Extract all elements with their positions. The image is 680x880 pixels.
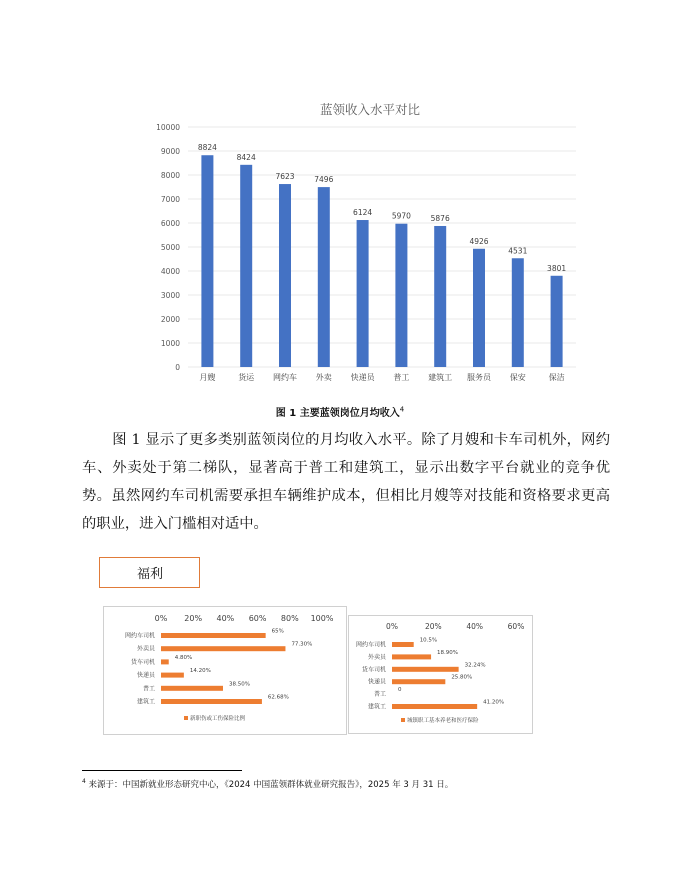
figure-caption <box>0 404 680 419</box>
data-label: 14.20% <box>189 668 211 675</box>
y-tick-label: 9000 <box>160 147 180 156</box>
x-tick-label: 普工 <box>393 373 410 382</box>
y-tick-label: 2000 <box>160 315 180 324</box>
x-tick-label: 网约车 <box>273 373 297 382</box>
bar <box>161 633 266 638</box>
data-label: 3801 <box>547 263 567 273</box>
x-tick-label: 0% <box>386 622 398 631</box>
y-tick-label: 7000 <box>160 195 180 204</box>
data-label: 32.24% <box>464 662 486 669</box>
x-tick-label: 货运 <box>238 373 255 382</box>
bar <box>240 165 252 367</box>
x-tick-label: 建筑工 <box>428 373 453 382</box>
x-tick-label: 外卖 <box>315 373 332 382</box>
x-tick-label: 20% <box>424 622 442 631</box>
data-label: 5876 <box>430 213 450 223</box>
y-tick-label: 0 <box>175 363 180 372</box>
bar <box>392 679 445 684</box>
x-tick-label: 60% <box>248 614 267 623</box>
legend-swatch <box>401 718 405 722</box>
x-tick-label: 80% <box>280 614 299 623</box>
bar <box>473 249 485 367</box>
x-tick-label: 100% <box>310 614 334 623</box>
data-label: 18.90% <box>437 649 459 656</box>
x-tick-label: 快递员 <box>350 373 375 382</box>
x-tick-label: 0% <box>154 614 168 623</box>
pension-medical-chart-panel <box>348 615 533 734</box>
y-tick-label: 5000 <box>160 243 180 252</box>
data-label: 65% <box>271 628 284 635</box>
bar <box>392 667 459 672</box>
data-label: 62.68% <box>267 694 289 701</box>
injury-insurance-chart-panel <box>103 606 347 735</box>
bar <box>551 276 563 367</box>
category-label: 快递员 <box>136 672 155 680</box>
y-tick-label: 6000 <box>160 219 180 228</box>
x-tick-label: 服务员 <box>467 373 491 382</box>
chart-title: 蓝领收入水平对比 <box>319 102 421 117</box>
category-label: 建筑工 <box>367 703 386 711</box>
category-label: 货车司机 <box>361 666 386 674</box>
y-tick-label: 1000 <box>160 339 180 348</box>
bar <box>161 646 285 651</box>
x-tick-label: 保安 <box>509 373 526 382</box>
data-label: 41.20% <box>483 699 505 706</box>
data-label: 8824 <box>197 143 217 153</box>
data-label: 38.50% <box>228 681 250 688</box>
bar <box>279 184 291 367</box>
footnote-rule <box>82 770 242 771</box>
data-label: 25.80% <box>451 674 473 681</box>
bar <box>512 258 524 367</box>
data-label: 4531 <box>508 246 528 256</box>
category-label: 建筑工 <box>136 698 155 706</box>
body-paragraph-text: 图 1 显示了更多类别蓝领岗位的月均收入水平。除了月嫂和卡车司机外，网约车、外卖处于第二梯队，显著高于普工和建筑工，显示出数字平台就业的竞争优势。虽然网约车司机需要承担车辆维护成本，但相比月嫂等对技能和资格要求更高的职业，进入门槛相对适中。 <box>82 432 610 532</box>
category-label: 外卖员 <box>136 645 155 653</box>
bar <box>392 654 431 659</box>
bar <box>392 704 477 709</box>
y-tick-label: 8000 <box>160 171 180 180</box>
income-bar-chart <box>120 90 580 390</box>
category-label: 网约车司机 <box>355 641 386 649</box>
data-label: 10.5% <box>419 637 438 644</box>
data-label: 4.80% <box>174 654 193 661</box>
footnote-ref[interactable]: 4 <box>399 405 405 414</box>
pension-medical-chart <box>349 616 532 733</box>
injury-insurance-chart <box>104 607 346 734</box>
figure-caption-text: 图 1 主要蓝领岗位月均收入 <box>275 408 400 419</box>
x-tick-label: 保洁 <box>548 373 565 382</box>
y-tick-label: 4000 <box>160 267 180 276</box>
data-label: 4926 <box>469 236 489 246</box>
bar <box>161 673 184 678</box>
body-paragraph <box>82 426 610 538</box>
footnote-text: 来源于：中国新就业形态研究中心，《2024 中国蓝领群体就业研究报告》，2025 年 3 月 31 日。 <box>88 780 454 790</box>
bar <box>201 155 213 367</box>
data-label: 5970 <box>391 211 411 221</box>
data-label: 77.30% <box>291 641 313 648</box>
y-tick-label: 3000 <box>160 291 180 300</box>
bar <box>161 659 169 664</box>
data-label: 6124 <box>353 208 373 218</box>
bar <box>357 220 369 367</box>
data-label: 8424 <box>236 152 256 162</box>
section-label-box <box>99 557 200 588</box>
legend-label: 新职伤或工伤保险比例 <box>190 716 246 722</box>
category-label: 快递员 <box>367 678 386 686</box>
category-label: 普工 <box>142 685 155 693</box>
category-label: 网约车司机 <box>124 632 155 640</box>
data-label: 0 <box>398 687 402 694</box>
section-label: 福利 <box>137 567 164 582</box>
x-tick-label: 20% <box>184 614 203 623</box>
footnote-mark: 4 <box>82 778 86 786</box>
bar <box>318 187 330 367</box>
data-label: 7623 <box>275 172 295 182</box>
category-label: 普工 <box>373 691 386 699</box>
data-label: 7496 <box>314 175 334 185</box>
x-tick-label: 40% <box>216 614 235 623</box>
category-label: 外卖员 <box>367 653 386 661</box>
x-tick-label: 60% <box>507 622 525 631</box>
x-tick-label: 40% <box>466 622 484 631</box>
category-label: 货车司机 <box>130 658 155 666</box>
y-tick-label: 10000 <box>156 123 180 132</box>
legend-swatch <box>184 716 188 720</box>
legend-label: 城镇职工基本养老和医疗保险 <box>407 718 479 724</box>
bar <box>161 686 223 691</box>
bar <box>392 642 414 647</box>
bar <box>161 699 262 704</box>
bar <box>434 226 446 367</box>
bar <box>395 224 407 367</box>
x-tick-label: 月嫂 <box>199 373 216 382</box>
footnote <box>82 778 642 790</box>
